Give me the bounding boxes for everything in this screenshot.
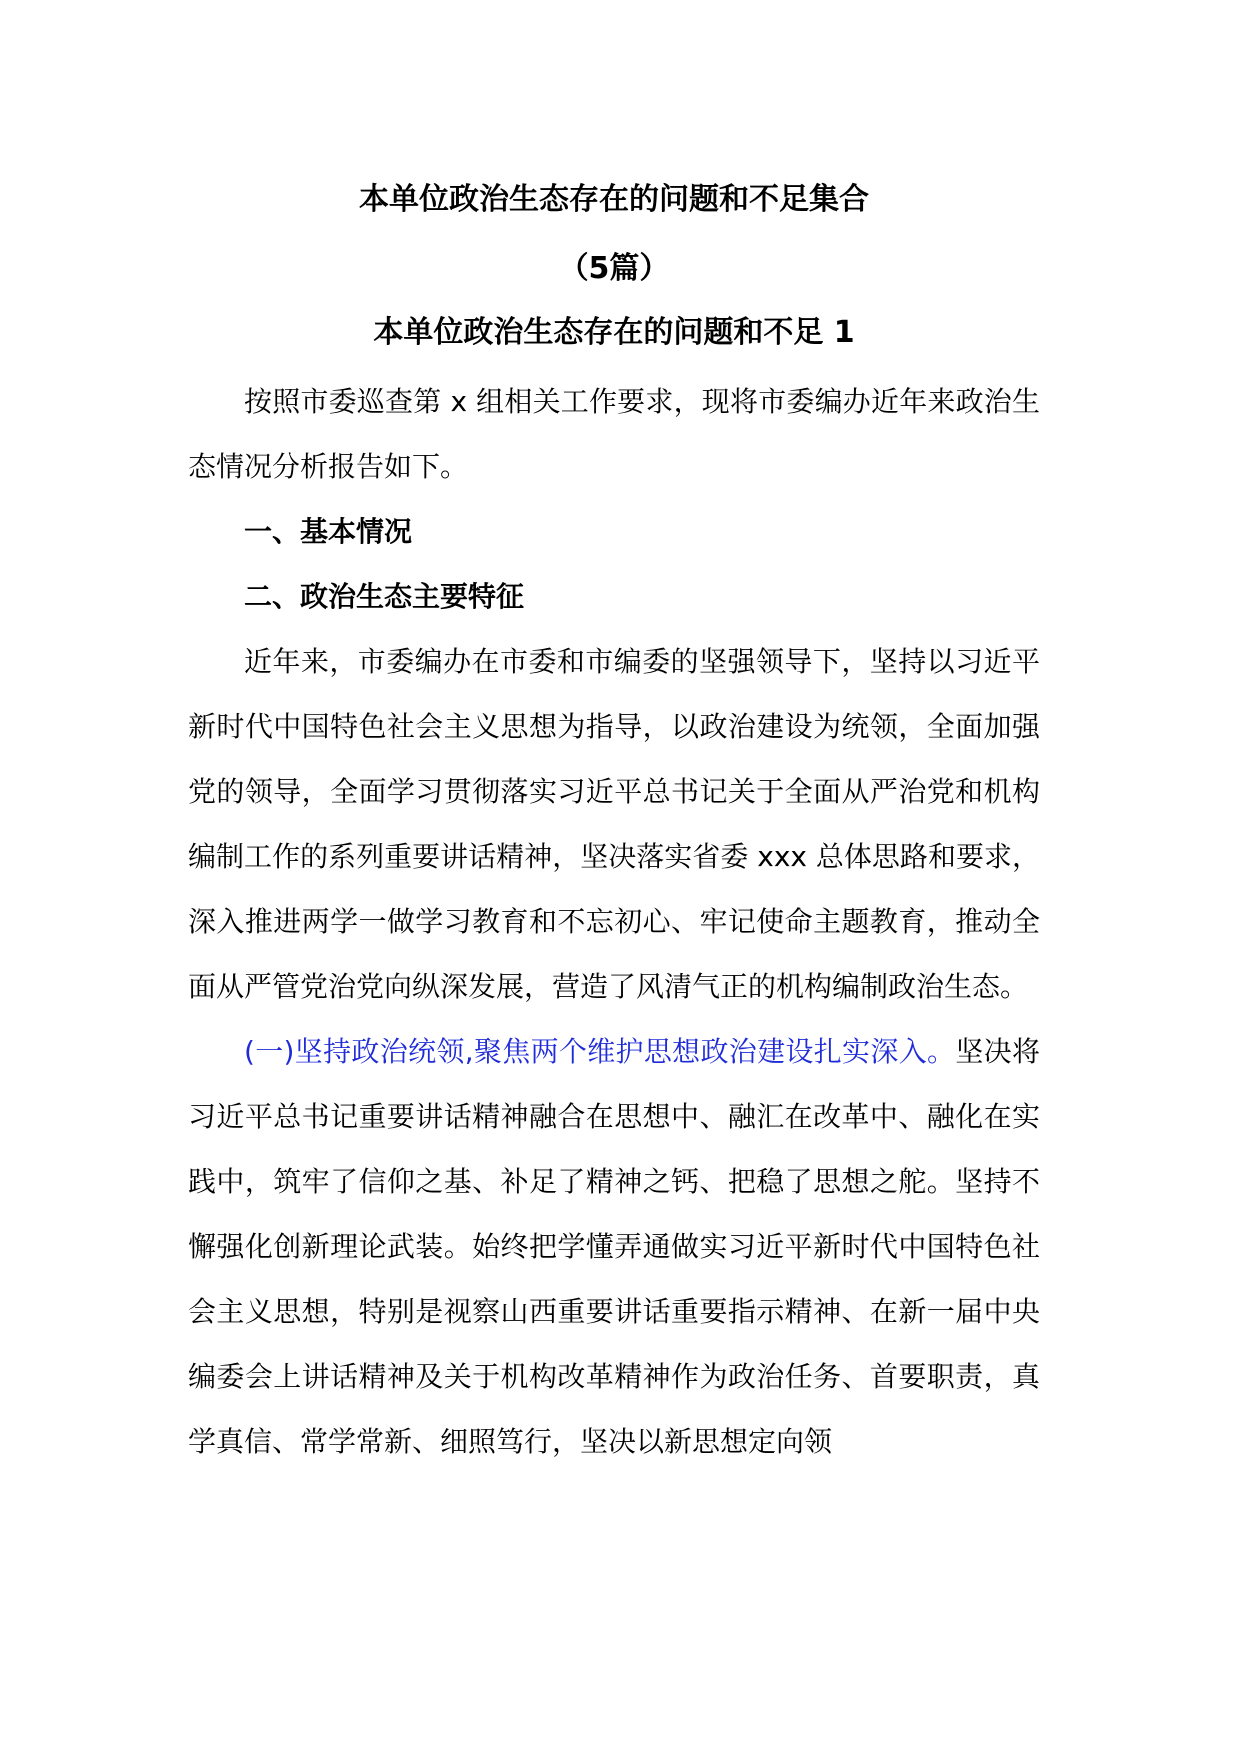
body-paragraph-1: 近年来，市委编办在市委和市编委的坚强领导下，坚持以习近平新时代中国特色社会主义思想为指导，以政治建设为统领，全面加强党的领导，全面学习贯彻落实习近平总书记关于全面从严治党和机构编制工作的系列重要讲话精神，坚决落实省委 xxx 总体思路和要求，深入推进两学一做学习教育和不忘初心、牢记使命主题教育，推动全面从严管党治党向纵深发展，营造了风清气正的机构编制政治生态。 [188,645,1040,1003]
heading-main-features: 二、政治生态主要特征 [244,580,525,613]
body-paragraph-2 [188,1019,1040,1474]
document-title: 本单位政治生态存在的问题和不足集合 [359,182,869,217]
intro-paragraph: 按照市委巡查第 x 组相关工作要求，现将市委编办近年来政治生态情况分析报告如下。 [188,385,1040,483]
document-body [188,170,1040,1474]
body-paragraph-2-text: 坚决将习近平总书记重要讲话精神融合在思想中、融汇在改革中、融化在实践中，筑牢了信仰之基、补足了精神之钙、把稳了思想之舵。坚持不懈强化创新理论武装。始终把学懂弄通做实习近平新时代中国特色社会主义思想，特别是视察山西重要讲话重要指示精神、在新一届中央编委会上讲话精神及关于机构改革精神作为政治任务、首要职责，真学真信、常学常新、细照笃行，坚决以新思想定向领 [188,1035,1040,1458]
document-subtitle-count: （5篇） [558,251,670,286]
highlighted-lead-sentence: (一)坚持政治统领,聚焦两个维护思想政治建设扎实深入。 [244,1035,956,1068]
heading-basic-situation: 一、基本情况 [244,515,413,548]
section-title: 本单位政治生态存在的问题和不足 1 [373,315,855,350]
